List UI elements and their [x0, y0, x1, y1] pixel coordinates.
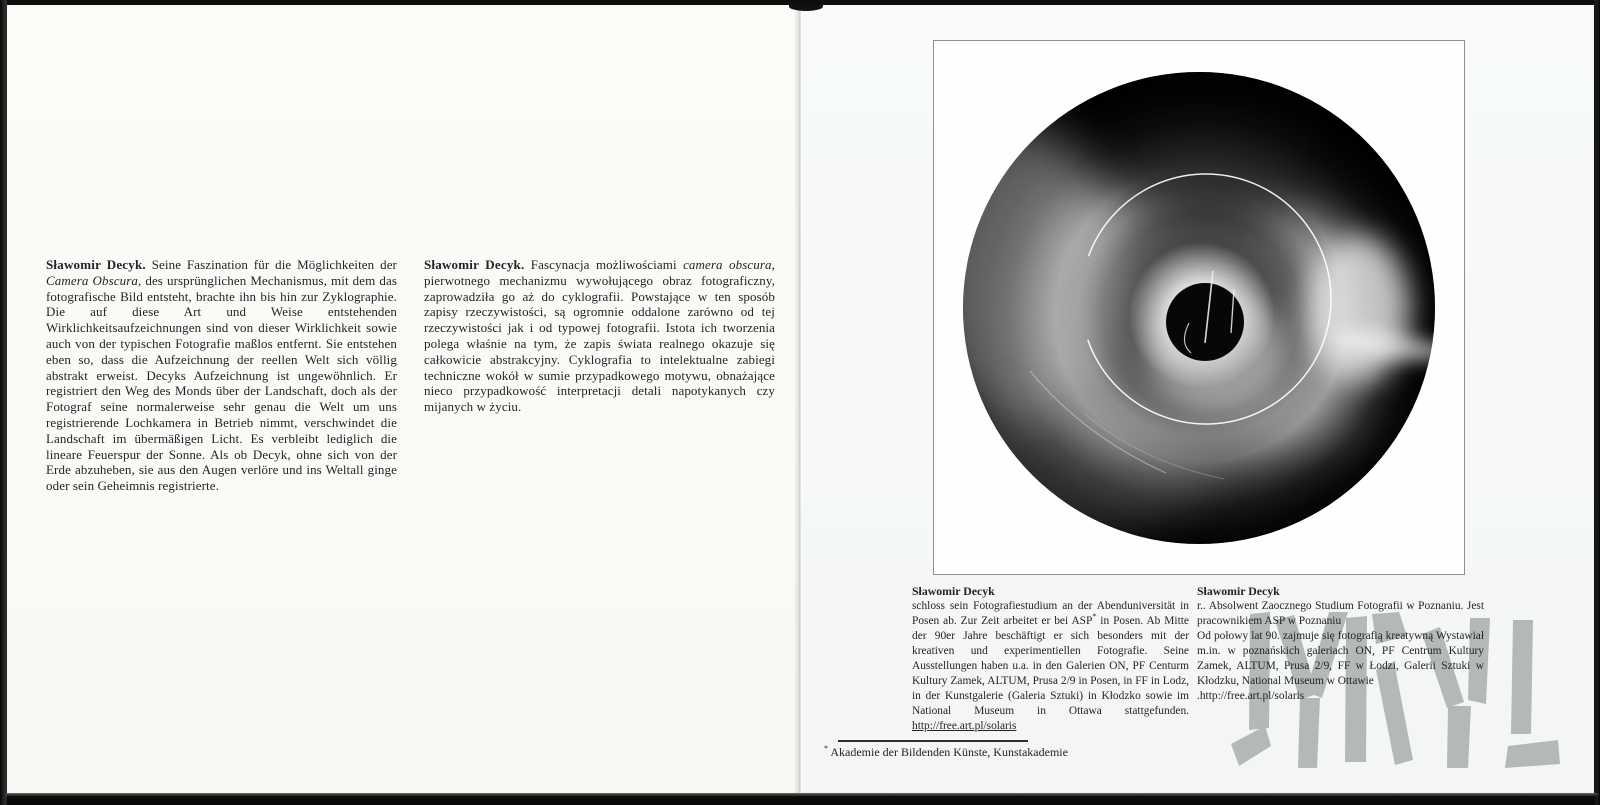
footnote-marker: * [824, 744, 828, 753]
footnote-text: Akademie der Bildenden Künste, Kunstakademie [828, 745, 1068, 759]
scan-edge-top [0, 0, 1600, 5]
german-text-after-italic: , des ursprünglichen Mechanismus, mit dem das fotografische Bild entsteht, brachte ihn bis hin zur Zyklographie. Die auf diese Art und Weise entstehenden Wirklichkeitsaufzeichnungen sind von dieser Wirklichkeit sowie auch von der typischen Fotografie maßlos entfernt. Sie entstehen eben so, dass die Aufzeichnung der reellen Welt sich völlig abstrakt erweist. Decyks Aufzeichnung ist ungewöhnlich. Er registriert den Weg des Monds über der Landschaft, doch als der Fotograf seine normalerweise sehr genau die Welt um uns registrierende Lochkamera in Betrieb nimmt, verschwindet die Landschaft im übermäßigen Licht. Es verbleibt lediglich die lineare Feuerspur der Sonne. Als ob Decyk, ohne sich von der Erde abzuheben, sie aus den Augen verlöre und ins Weltall ginge oder sein Geheimnis registrierte. [46, 272, 397, 494]
photo-frame [933, 40, 1465, 575]
bio-polish-para2: Od połowy lat 90. zajmuje się fotografią kreatywną Wystawiał m.in. w poznańskich galeriach ON, PF Centrum Kultury Zamek, ALTUM, Prusa 2/9, FF w Łodzi, Galerii Sztuki w Kłodzku, National Museum w Ottawie [1197, 630, 1484, 687]
watermark-letter-y1-stem [1298, 698, 1320, 768]
footnote [824, 745, 1144, 760]
link-solaris-pl: .http://free.art.pl/solaris [1197, 690, 1305, 702]
bio-german [912, 584, 1189, 734]
polish-text-before-italic: Fascynacja możliwościami [524, 257, 684, 272]
scan-edge-left [0, 0, 7, 805]
link-solaris-de: http://free.art.pl/solaris [912, 720, 1017, 732]
german-text-before-italic: Seine Faszination für die Möglichkeiten der [145, 257, 397, 272]
footnote-rule [838, 740, 1028, 742]
scan-edge-right [1594, 0, 1600, 805]
watermark-letter-l2 [1511, 620, 1533, 734]
bio-polish-heading: Sławomir Decyk [1197, 584, 1280, 598]
watermark-letter-l2-foot [1505, 740, 1560, 768]
camera-obscura-italic-de: Camera Obscura [46, 272, 138, 288]
bio-polish [1197, 584, 1484, 704]
footnote-marker-inline: * [1092, 612, 1097, 622]
bio-german-text-start: schloss sein Fotografiestudium an der Abenduniversität in Posen ab. Zur Zeit arbeitet er bei ASP [912, 600, 1189, 627]
polish-main-paragraph [424, 257, 775, 415]
polish-text-after-italic: , pierwotnego mechanizmu wywołującego obraz fotograficzny, zaprowadziła go aż do cyklografii. Powstające w ten sposób zapisy rzeczywistości, są ogromnie oddalone zarówno od tej rzeczywistości jak i od typowej fotografii. Istota ich tworzenia polega właśnie na tym, że zapis świata realnego okazuje się całkowicie abstrakcyjny. Cyklografia to intelektualne zabiegi techniczne wokół w sumie przypadkowego motywu, obnażające nieco przypadkowość interpretacji detali napotykanych czy mijanych w życiu. [424, 257, 775, 415]
artist-name-de: Sławomir Decyk. [46, 257, 146, 272]
german-main-paragraph [46, 257, 397, 494]
page-fold [794, 5, 806, 793]
watermark-letter-y2-stem [1447, 706, 1471, 768]
watermark-letter-l1-foot [1231, 726, 1271, 766]
camera-obscura-italic-pl: camera obscura [683, 257, 772, 272]
scan-edge-bottom [0, 793, 1600, 805]
bio-german-text-end: in Posen. Ab Mitte der 90er Jahre beschäftigt er sich besonders mit der kreativen und experimentiellen Fotografie. Seine Ausstellungen haben u.a. in den Galerien ON, PF Centurm Kultury Zamek, ALTUM, Prusa 2/9 in Posen, in FF in Lodz, in der Kunstgalerie (Galeria Sztuki) in Kłodzko sowie im National Museum in Ottawa stattgefunden. [912, 615, 1189, 717]
bio-polish-para1: r.. Absolwent Zaocznego Studium Fotografii w Poznaniu. Jest pracownikiem ASP w Poznaniu [1197, 600, 1484, 627]
artist-name-pl: Sławomir Decyk. [424, 257, 525, 272]
bio-german-heading: Sławomir Decyk [912, 584, 995, 598]
bio-german-body [912, 599, 1189, 734]
zyklography-photo [934, 41, 1464, 574]
